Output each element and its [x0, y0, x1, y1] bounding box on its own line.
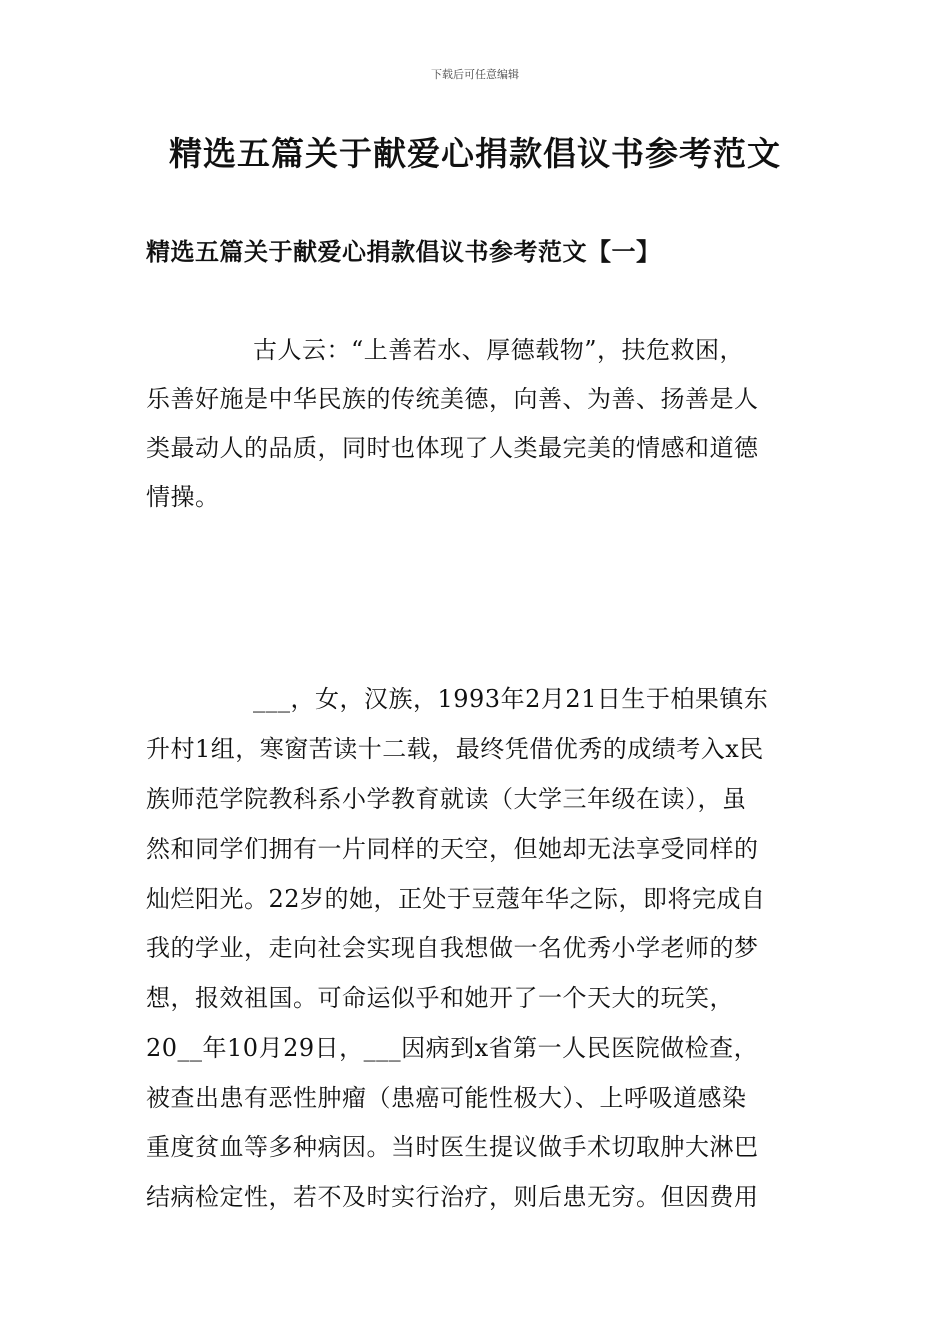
paragraph-line: 类最动人的品质，同时也体现了人类最完美的情感和道德	[146, 434, 759, 462]
header-note: 下载后可任意编辑	[431, 68, 519, 81]
section-heading: 精选五篇关于献爱心捐款倡议书参考范文【一】	[146, 237, 661, 266]
paragraph-line: 20__年10月29日，___因病到x省第一人民医院做检查，	[146, 1034, 759, 1062]
paragraph-line: 然和同学们拥有一片同样的天空，但她却无法享受同样的	[146, 835, 759, 863]
paragraph-line: 想，报效祖国。可命运似乎和她开了一个天大的玩笑，	[146, 984, 734, 1012]
document-title: 精选五篇关于献爱心捐款倡议书参考范文	[169, 134, 781, 173]
paragraph-line: 古人云：“上善若水、厚德载物”，扶危救困，	[253, 336, 745, 364]
paragraph-line: 灿烂阳光。22岁的她，正处于豆蔻年华之际，即将完成自	[146, 885, 766, 913]
paragraph-line: 结病检定性，若不及时实行治疗，则后患无穷。但因费用	[146, 1183, 759, 1211]
paragraph-line: 被查出患有恶性肿瘤（患癌可能性极大）、上呼吸道感染	[146, 1084, 747, 1112]
paragraph-line: 重度贫血等多种病因。当时医生提议做手术切取肿大淋巴	[146, 1133, 759, 1161]
paragraph-line: ___，女，汉族，1993年2月21日生于柏果镇东	[253, 685, 769, 713]
paragraph-line: 族师范学院教科系小学教育就读（大学三年级在读），虽	[146, 785, 747, 813]
paragraph-line: 升村1组，寒窗苦读十二载，最终凭借优秀的成绩考入x民	[146, 735, 764, 763]
paragraph-line: 乐善好施是中华民族的传统美德，向善、为善、扬善是人	[146, 385, 759, 413]
paragraph-line: 我的学业，走向社会实现自我想做一名优秀小学老师的梦	[146, 934, 759, 962]
paragraph-line: 情操。	[146, 483, 220, 511]
